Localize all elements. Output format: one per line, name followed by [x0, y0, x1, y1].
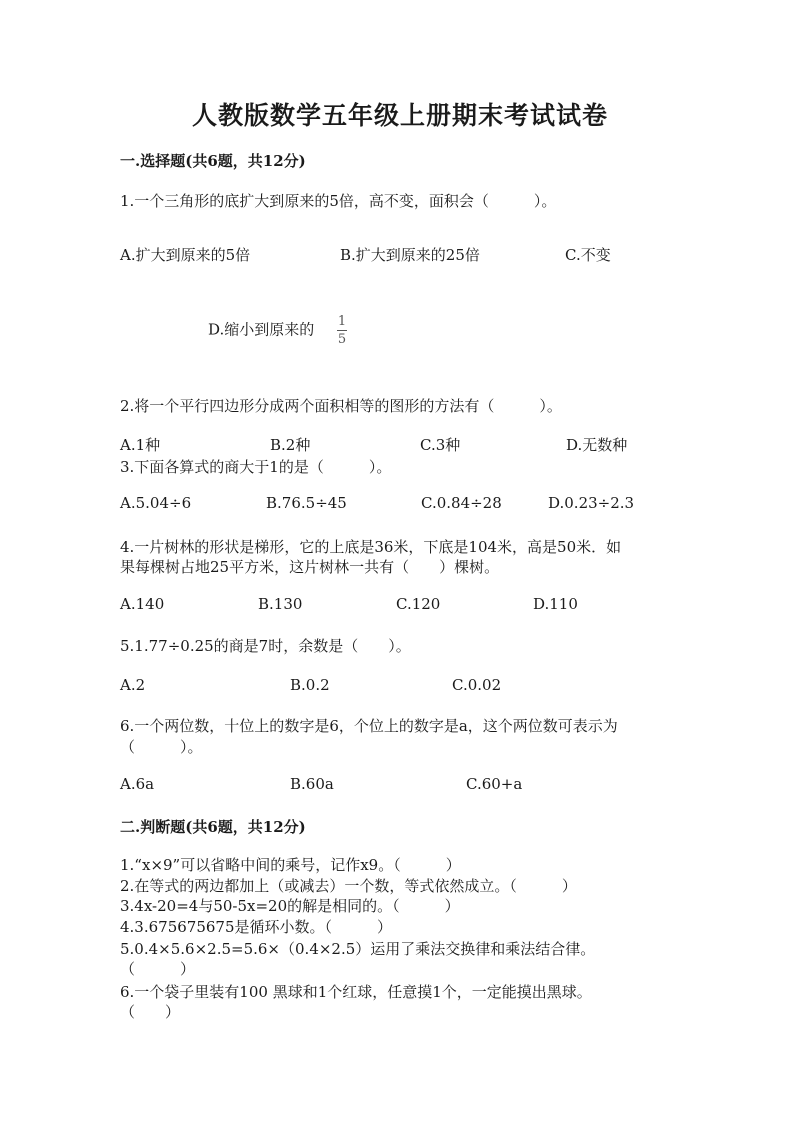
question-2-option-d: D.无数种 — [566, 436, 628, 454]
judgement-5: 5.0.4×5.6×2.5=5.6×（0.4×2.5）运用了乘法交换律和乘法结合律。 — [120, 940, 596, 958]
judgement-2: 2.在等式的两边都加上（或减去）一个数，等式依然成立。（ ） — [120, 877, 577, 895]
question-3-stem: 3.下面各算式的商大于1的是（ ）。 — [120, 458, 392, 476]
question-4-option-b: B.130 — [258, 595, 303, 613]
fraction-bar — [337, 330, 347, 331]
question-3-option-c: C.0.84÷28 — [421, 494, 502, 512]
question-2-stem: 2.将一个平行四边形分成两个面积相等的图形的方法有（ ）。 — [120, 397, 562, 415]
question-5-stem: 5.1.77÷0.25的商是7时，余数是（ ）。 — [120, 637, 411, 655]
judgement-4: 4.3.675675675是循环小数。（ ） — [120, 918, 393, 936]
question-5-option-a: A.2 — [120, 676, 146, 694]
question-6-stem-line-2: （ ）。 — [120, 738, 203, 756]
question-2-option-b: B.2种 — [270, 436, 311, 454]
question-6-option-b: B.60a — [290, 775, 334, 793]
fraction-denominator: 5 — [337, 332, 347, 347]
judgement-6-blank: （ ） — [120, 1003, 181, 1021]
fraction-numerator: 1 — [337, 314, 347, 329]
question-4-option-c: C.120 — [396, 595, 441, 613]
page-title: 人教版数学五年级上册期末考试试卷 — [191, 101, 608, 130]
question-2-option-a: A.1种 — [120, 436, 161, 454]
judgement-1: 1.“x×9”可以省略中间的乘号，记作x9。（ ） — [120, 856, 461, 874]
question-3-option-a: A.5.04÷6 — [120, 494, 192, 512]
question-1-option-c: C.不变 — [565, 246, 611, 264]
fraction-one-fifth — [337, 314, 347, 347]
question-1-option-d-text: D.缩小到原来的 — [208, 320, 315, 339]
section-heading-judgement: 二.判断题(共6题，共12分) — [120, 818, 306, 836]
question-5-option-c: C.0.02 — [452, 676, 502, 694]
question-1-option-d — [208, 314, 347, 347]
question-3-option-d: D.0.23÷2.3 — [548, 494, 635, 512]
judgement-3: 3.4x-20=4与50-5x=20的解是相同的。（ ） — [120, 897, 460, 915]
question-2-option-c: C.3种 — [420, 436, 461, 454]
question-4-option-a: A.140 — [120, 595, 165, 613]
question-3-option-b: B.76.5÷45 — [266, 494, 347, 512]
judgement-5-blank: （ ） — [120, 960, 196, 978]
question-1-option-a: A.扩大到原来的5倍 — [120, 246, 251, 264]
question-4-stem-line-2: 果每棵树占地25平方米，这片树林一共有（ ）棵树。 — [120, 558, 500, 576]
question-6-option-a: A.6a — [120, 775, 155, 793]
question-1-option-b: B.扩大到原来的25倍 — [340, 246, 480, 264]
question-5-option-b: B.0.2 — [290, 676, 330, 694]
question-4-option-d: D.110 — [533, 595, 578, 613]
question-1-stem: 1.一个三角形的底扩大到原来的5倍，高不变，面积会（ ）。 — [120, 192, 557, 210]
question-6-stem-line-1: 6.一个两位数，十位上的数字是6，个位上的数字是a，这个两位数可表示为 — [120, 717, 618, 735]
question-6-option-c: C.60+a — [466, 775, 523, 793]
section-heading-choice: 一.选择题(共6题，共12分) — [120, 152, 306, 170]
question-4-stem-line-1: 4.一片树林的形状是梯形，它的上底是36米，下底是104米，高是50米．如 — [120, 538, 622, 556]
judgement-6: 6.一个袋子里装有100 黑球和1个红球，任意摸1个，一定能摸出黑球。 — [120, 983, 592, 1001]
